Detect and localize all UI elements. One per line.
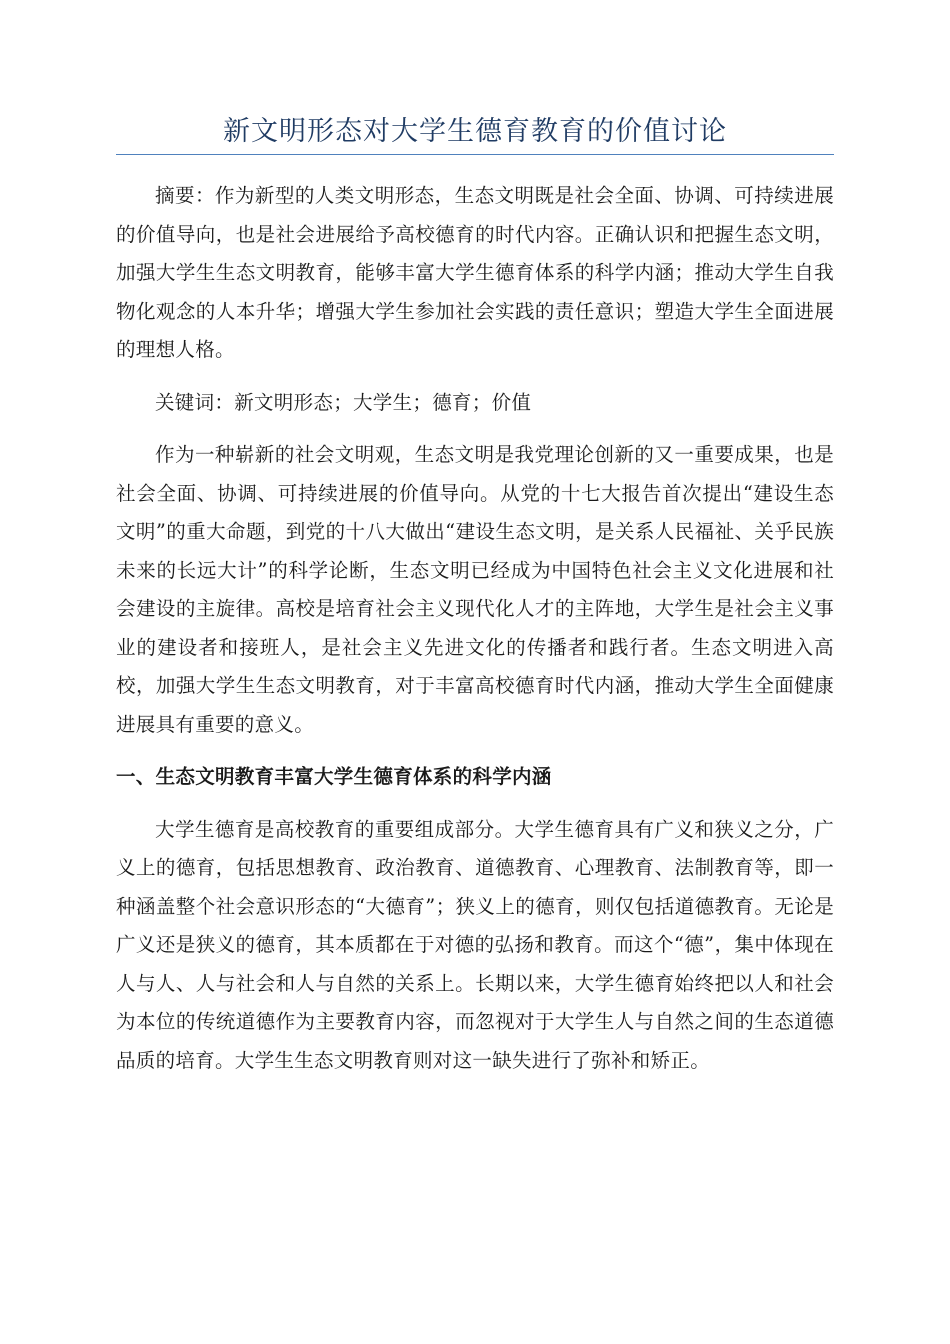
section-heading-1: 一、生态文明教育丰富大学生德育体系的科学内涵 xyxy=(116,765,552,788)
abstract-paragraph: 摘要：作为新型的人类文明形态，生态文明既是社会全面、协调、可持续进展的价值导向，也是社会进展给予高校德育的时代内容。正确认识和把握生态文明，加强大学生生态文明教育，能够丰富大学生德育体系的科学内涵；推动大学生自我物化观念的人本升华；增强大学生参加社会实践的责任意识；塑造大学生全面进展的理想人格。 xyxy=(116,184,834,361)
intro-paragraph: 作为一种崭新的社会文明观，生态文明是我党理论创新的又一重要成果，也是社会全面、协调、可持续进展的价值导向。从党的十七大报告首次提出“建设生态文明”的重大命题，到党的十八大做出“建设生态文明，是关系人民福祉、关乎民族未来的长远大计”的科学论断，生态文明已经成为中国特色社会主义文化进展和社会建设的主旋律。高校是培育社会主义现代化人才的主阵地，大学生是社会主义事业的建设者和接班人，是社会主义先进文化的传播者和践行者。生态文明进入高校，加强大学生生态文明教育，对于丰富高校德育时代内涵，推动大学生全面健康进展具有重要的意义。 xyxy=(116,443,834,736)
title-underline xyxy=(116,154,834,155)
document-page xyxy=(116,110,834,1094)
keywords-paragraph: 关键词：新文明形态；大学生；德育；价值 xyxy=(155,390,532,414)
section-1-paragraph: 大学生德育是高校教育的重要组成部分。大学生德育具有广义和狭义之分，广义上的德育，包括思想教育、政治教育、道德教育、心理教育、法制教育等，即一种涵盖整个社会意识形态的“大德育”；狭义上的德育，则仅包括道德教育。无论是广义还是狭义的德育，其本质都在于对德的弘扬和教育。而这个“德”，集中体现在人与人、人与社会和人与自然的关系上。长期以来，大学生德育始终把以人和社会为本位的传统道德作为主要教育内容，而忽视对于大学生人与自然之间的生态道德品质的培育。大学生生态文明教育则对这一缺失进行了弥补和矫正。 xyxy=(116,817,834,1072)
document-title: 新文明形态对大学生德育教育的价值讨论 xyxy=(223,116,727,147)
